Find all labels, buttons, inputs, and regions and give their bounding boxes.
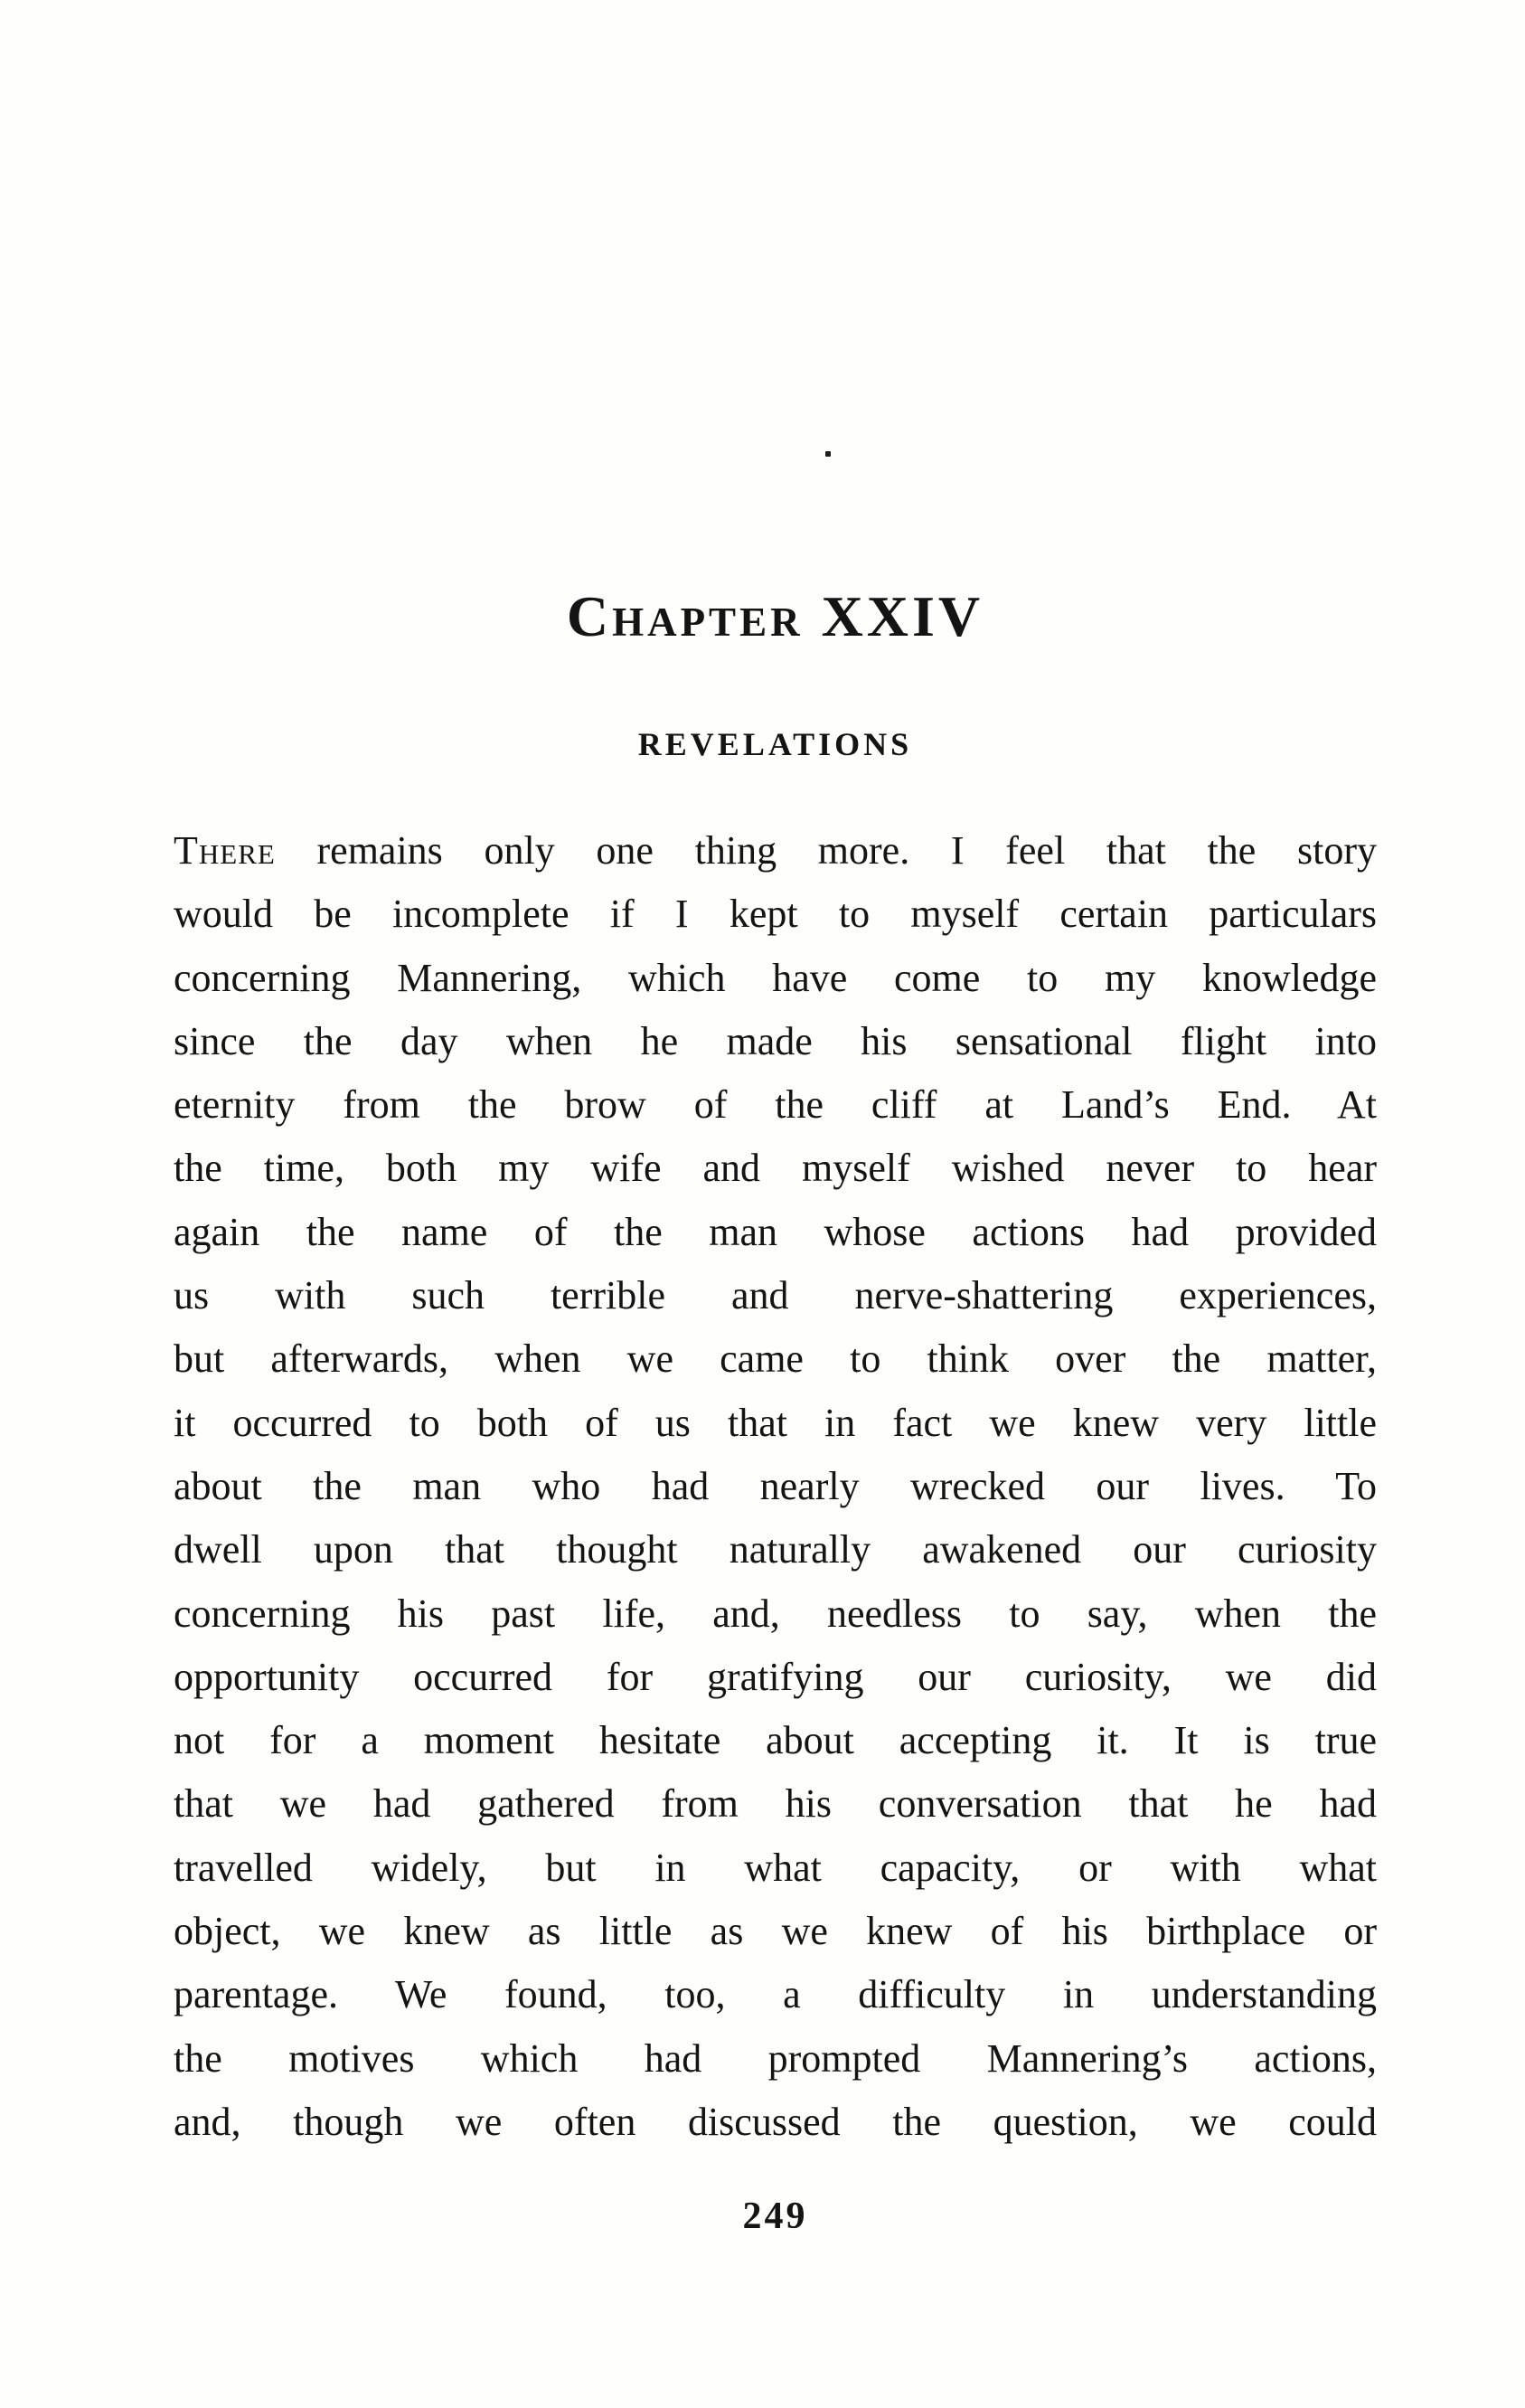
first-line-rest: remains only one thing more. I feel that the story	[275, 828, 1377, 873]
body-line: but afterwards, when we came to think over the matter,	[174, 1336, 1377, 1382]
body-line: travelled widely, but in what capacity, or with what	[174, 1845, 1377, 1890]
body-line: not for a moment hesitate about accepting it. It is true	[174, 1718, 1377, 1763]
body-line: concerning his past life, and, needless to say, when the	[174, 1591, 1377, 1636]
lead-word: There	[174, 828, 276, 873]
body-line: parentage. We found, too, a difficulty in understanding	[174, 1972, 1377, 2017]
page-number: 249	[742, 2196, 808, 2238]
body-line: opportunity occurred for gratifying our curiosity, we did	[174, 1654, 1377, 1699]
body-line: would be incomplete if I kept to myself certain particulars	[174, 892, 1377, 937]
body-line: concerning Mannering, which have come to my knowledge	[174, 955, 1377, 1000]
chapter-heading: Chapter XXIV	[566, 584, 984, 648]
body-lines	[174, 883, 1377, 2154]
body-line: object, we knew as little as we knew of his birthplace or	[174, 1909, 1377, 1954]
body-line: dwell upon that thought naturally awakened our curiosity	[174, 1527, 1377, 1572]
body-line: it occurred to both of us that in fact we knew very little	[174, 1400, 1377, 1445]
body-text	[174, 819, 1377, 2154]
body-line: about the man who had nearly wrecked our lives. To	[174, 1463, 1377, 1508]
scan-speck	[825, 451, 831, 457]
body-line: eternity from the brow of the cliff at Land’s End. At	[174, 1082, 1377, 1128]
body-line-first	[174, 819, 1377, 883]
body-line: again the name of the man whose actions had provided	[174, 1209, 1377, 1254]
body-line: that we had gathered from his conversation that he had	[174, 1781, 1377, 1827]
body-line: us with such terrible and nerve-shattering experiences,	[174, 1273, 1377, 1318]
body-line: and, though we often discussed the question, we could	[174, 2099, 1377, 2144]
section-heading: REVELATIONS	[637, 726, 913, 762]
body-line: since the day when he made his sensational flight into	[174, 1018, 1377, 1063]
body-line: the time, both my wife and myself wished never to hear	[174, 1146, 1377, 1191]
body-line: the motives which had prompted Mannering’s actions,	[174, 2035, 1377, 2081]
